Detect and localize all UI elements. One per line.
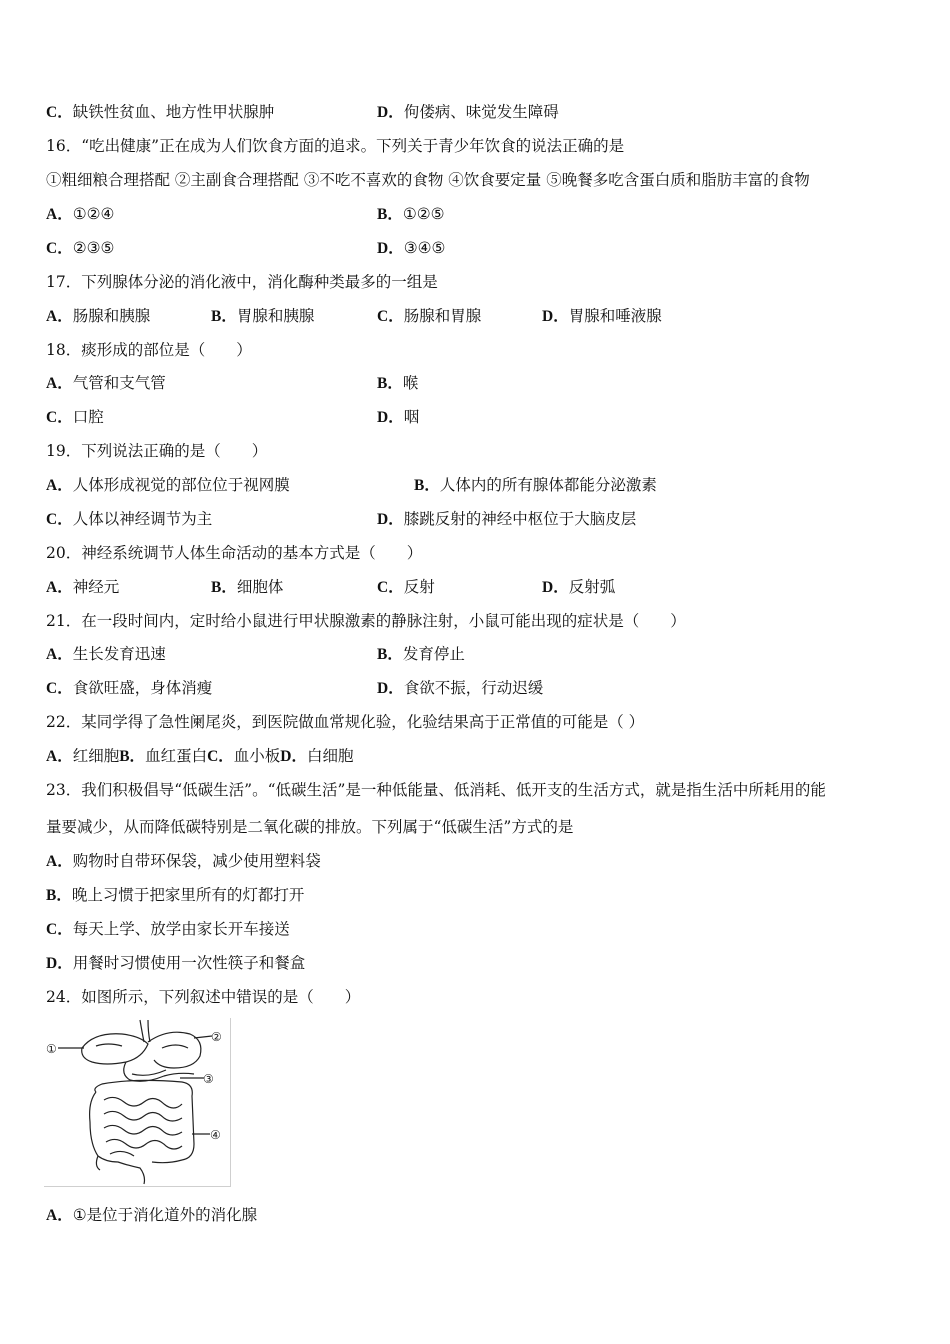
option-text: 红细胞 [72, 747, 120, 765]
option-label: B． [211, 308, 237, 325]
q20-option-b [211, 577, 283, 598]
option-text: 发育停止 [402, 645, 465, 663]
option-text: 血小板 [233, 747, 281, 765]
option-label: D． [377, 240, 404, 257]
option-label: C． [46, 409, 73, 426]
q16-option-b [377, 204, 445, 225]
option-text: 口腔 [72, 408, 104, 426]
option-text: 每天上学、放学由家长开车接送 [72, 920, 290, 938]
option-label: D． [377, 104, 404, 121]
option-label: D． [280, 748, 307, 765]
q20-option-a [46, 577, 119, 598]
q17-option-d [542, 306, 662, 327]
q22-option-a [46, 747, 119, 765]
option-text: 食欲不振，行动迟缓 [403, 679, 544, 697]
q18-option-d [377, 407, 419, 428]
option-label: A． [46, 477, 73, 494]
q15-option-c [46, 102, 274, 123]
option-text: 缺铁性贫血、地方性甲状腺肿 [72, 103, 275, 121]
label-4: ④ [210, 1128, 221, 1142]
option-label: A． [46, 308, 73, 325]
option-text: 喉 [402, 374, 419, 392]
option-text: 神经元 [72, 578, 120, 596]
option-text: 胃腺和唾液腺 [568, 307, 662, 325]
option-text: 购物时自带环保袋，减少使用塑料袋 [72, 852, 321, 870]
option-label: B． [377, 646, 403, 663]
option-text: 咽 [403, 408, 420, 426]
option-text: 人体形成视觉的部位位于视网膜 [72, 476, 290, 494]
option-label: D． [46, 955, 73, 972]
q22-stem: 22．某同学得了急性阑尾炎，到医院做血常规化验，化验结果高于正常值的可能是（ ） [46, 713, 645, 731]
q17-stem: 17．下列腺体分泌的消化液中，消化酶种类最多的一组是 [46, 273, 438, 291]
option-label: B． [119, 748, 146, 765]
option-text: 胃腺和胰腺 [236, 307, 315, 325]
q24-stem: 24．如图所示，下列叙述中错误的是（ ） [46, 988, 361, 1006]
q19-option-a [46, 475, 290, 496]
q19-option-d [377, 509, 636, 530]
option-label: D． [542, 308, 569, 325]
option-text: 膝跳反射的神经中枢位于大脑皮层 [403, 510, 637, 528]
q21-stem: 21．在一段时间内，定时给小鼠进行甲状腺激素的静脉注射，小鼠可能出现的症状是（ ） [46, 612, 686, 630]
option-label: C． [207, 748, 234, 765]
option-text: 食欲旺盛，身体消瘦 [72, 679, 213, 697]
option-text: 血红蛋白 [145, 747, 208, 765]
option-label: C． [46, 240, 73, 257]
q20-option-d [542, 577, 615, 598]
q19-option-c [46, 509, 212, 530]
q20-option-c [377, 577, 435, 598]
q16-option-c [46, 238, 114, 259]
q16-option-d [377, 238, 445, 259]
option-label: A． [46, 646, 73, 663]
q22-options [46, 746, 354, 767]
option-text: 人体内的所有腺体都能分泌激素 [439, 476, 657, 494]
option-label: C． [46, 921, 73, 938]
option-label: A． [46, 853, 73, 870]
option-label: B． [377, 206, 403, 223]
option-text: 细胞体 [236, 578, 284, 596]
label-1: ① [46, 1042, 57, 1056]
q22-option-c [207, 747, 280, 765]
option-text: 反射 [403, 578, 435, 596]
q23-stem-line2: 量要减少，从而降低碳特别是二氧化碳的排放。下列属于“低碳生活”方式的是 [46, 818, 574, 836]
option-text: 生长发育迅速 [72, 645, 166, 663]
option-label: D． [377, 409, 404, 426]
q16-items: ①粗细粮合理搭配 ②主副食合理搭配 ③不吃不喜欢的食物 ④饮食要定量 ⑤晚餐多吃含蛋白质和脂肪丰富的食物 [46, 171, 810, 189]
option-text: ①②⑤ [402, 205, 445, 223]
option-text: 人体以神经调节为主 [72, 510, 213, 528]
option-label: C． [46, 511, 73, 528]
large-intestine-shape [95, 1080, 194, 1162]
digestive-system-diagram [44, 1018, 231, 1187]
option-label: C． [46, 104, 73, 121]
option-label: A． [46, 1207, 73, 1224]
option-label: B． [46, 887, 72, 904]
option-label: D． [377, 680, 404, 697]
option-label: A． [46, 206, 73, 223]
q18-option-b [377, 373, 418, 394]
option-label: B． [414, 477, 440, 494]
q18-option-c [46, 407, 104, 428]
q16-stem: 16．“吃出健康”正在成为人们饮食方面的追求。下列关于青少年饮食的说法正确的是 [46, 137, 625, 155]
q23-option-b [46, 885, 304, 906]
option-text: 用餐时习惯使用一次性筷子和餐盒 [72, 954, 306, 972]
q18-stem: 18．痰形成的部位是（ ） [46, 341, 252, 359]
stomach-shape [148, 1032, 201, 1068]
option-label: D． [542, 579, 569, 596]
q17-option-b [211, 306, 314, 327]
option-text: ②③⑤ [72, 239, 115, 257]
q24-option-a [46, 1205, 257, 1226]
option-text: ①是位于消化道外的消化腺 [72, 1206, 258, 1224]
option-label: C． [377, 308, 404, 325]
option-label: B． [377, 375, 403, 392]
q21-option-d [377, 678, 543, 699]
option-label: A． [46, 375, 73, 392]
q22-option-b [119, 747, 207, 765]
option-label: D． [377, 511, 404, 528]
option-text: 佝偻病、味觉发生障碍 [403, 103, 559, 121]
option-label: A． [46, 748, 73, 765]
option-text: ①②④ [72, 205, 115, 223]
liver-shape [82, 1034, 148, 1064]
option-text: 白细胞 [307, 747, 354, 765]
q19-stem: 19．下列说法正确的是（ ） [46, 442, 268, 460]
option-text: 气管和支气管 [72, 374, 166, 392]
small-intestine-shape [104, 1097, 182, 1108]
q15-option-d [377, 102, 559, 123]
option-label: C． [377, 579, 404, 596]
option-text: 肠腺和胰腺 [72, 307, 151, 325]
option-text: 反射弧 [568, 578, 616, 596]
q17-option-a [46, 306, 150, 327]
option-label: C． [46, 680, 73, 697]
q23-option-c [46, 919, 290, 940]
q21-option-c [46, 678, 212, 699]
option-label: A． [46, 579, 73, 596]
q20-stem: 20．神经系统调节人体生命活动的基本方式是（ ） [46, 544, 423, 562]
q16-option-a [46, 204, 114, 225]
q19-option-b [414, 475, 657, 496]
q17-option-c [377, 306, 481, 327]
option-text: 肠腺和胃腺 [403, 307, 482, 325]
q21-option-a [46, 644, 166, 665]
label-3: ③ [203, 1072, 214, 1086]
option-label: B． [211, 579, 237, 596]
q18-option-a [46, 373, 166, 394]
option-text: 晚上习惯于把家里所有的灯都打开 [71, 886, 305, 904]
option-text: ③④⑤ [403, 239, 446, 257]
q23-option-a [46, 851, 321, 872]
q22-option-d [280, 747, 353, 765]
q21-option-b [377, 644, 465, 665]
q23-stem-line1: 23．我们积极倡导“低碳生活”。“低碳生活”是一种低能量、低消耗、低开支的生活方式，就是指生活中所耗用的能 [46, 781, 826, 799]
q23-option-d [46, 953, 305, 974]
label-2: ② [211, 1030, 222, 1044]
